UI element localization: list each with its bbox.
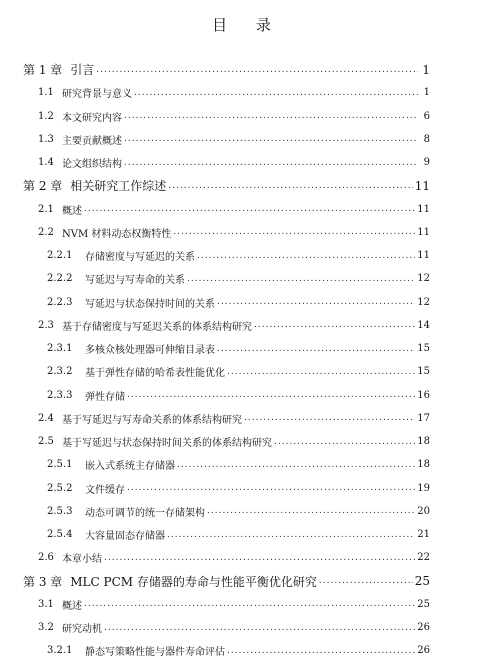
- toc-subsection-entry[interactable]: [23, 639, 430, 662]
- toc-page-number: 26: [417, 622, 430, 634]
- toc-dot-leader: [167, 523, 415, 546]
- toc-page-number: 11: [417, 203, 430, 215]
- toc-dot-leader: [124, 151, 418, 174]
- toc-chapter-entry[interactable]: [23, 58, 430, 81]
- toc-dot-leader: [227, 360, 415, 383]
- toc-entry-title: 相关研究工作综述: [70, 179, 167, 194]
- toc-entry-number: 2.3.2: [47, 366, 73, 378]
- toc-dot-leader: [177, 453, 415, 476]
- toc-entry-title: 本章小结: [62, 554, 102, 566]
- toc-chapter-entry[interactable]: [23, 174, 430, 197]
- toc-entry-number: 2.3.1: [47, 343, 73, 355]
- toc-section-entry[interactable]: [23, 593, 430, 616]
- toc-entry-number: 1.3: [38, 133, 54, 145]
- toc-entry-number: 2.5.3: [47, 505, 73, 517]
- toc-entry-title: 基于写延迟与写寿命关系的体系结构研究: [62, 414, 242, 426]
- toc-entry-title: 研究背景与意义: [62, 89, 132, 101]
- toc-entry-title: MLC PCM 存储器的寿命与性能平衡优化研究: [70, 574, 317, 589]
- toc-entry-title: 文件缓存: [85, 484, 125, 496]
- toc-dot-leader: [127, 384, 415, 407]
- toc-section-entry[interactable]: [23, 314, 430, 337]
- toc-entry-title: 动态可调节的统一存储架构: [85, 507, 205, 519]
- toc-page-number: 18: [417, 459, 430, 471]
- toc-entry-title: NVM 材料动态权衡特性: [62, 228, 172, 240]
- toc-page-number: 12: [417, 296, 430, 308]
- toc-subsection-entry[interactable]: [23, 267, 430, 290]
- toc-page-number: 12: [417, 273, 430, 285]
- toc-subsection-entry[interactable]: [23, 500, 430, 523]
- toc-section-entry[interactable]: [23, 198, 430, 221]
- toc-dot-leader: [104, 616, 415, 639]
- toc-entry-number: 2.5.1: [47, 459, 73, 471]
- toc-page-number: 1: [423, 87, 430, 99]
- toc-entry-number: 第 2 章: [23, 179, 63, 194]
- toc-section-entry[interactable]: [23, 105, 430, 128]
- toc-entry-number: 2.2.2: [47, 273, 73, 285]
- toc-entry-number: 2.5.2: [47, 482, 73, 494]
- toc-page-number: 14: [417, 319, 430, 331]
- toc-page-number: 6: [423, 110, 430, 122]
- toc-subsection-entry[interactable]: [23, 337, 430, 360]
- toc-entry-number: 2.1: [38, 203, 54, 215]
- toc-dot-leader: [217, 337, 415, 360]
- toc-entry-title: 概述: [62, 600, 82, 612]
- toc-entry-title: 本文研究内容: [62, 112, 122, 124]
- toc-page-number: 15: [417, 366, 430, 378]
- toc-entry-number: 2.4: [38, 412, 54, 424]
- toc-page-number: 20: [417, 505, 430, 517]
- toc-page-number: 11: [417, 250, 430, 262]
- toc-page-number: 11: [417, 226, 430, 238]
- toc-dot-leader: [84, 198, 415, 221]
- toc-entry-number: 2.2.1: [47, 250, 73, 262]
- toc-dot-leader: [124, 128, 418, 151]
- toc-entry-title: 弹性存储: [85, 391, 125, 403]
- toc-dot-leader: [217, 291, 415, 314]
- toc-entry-number: 2.6: [38, 552, 54, 564]
- toc-dot-leader: [187, 267, 415, 290]
- toc-entry-title: 多核众核处理器可伸缩目录表: [85, 345, 215, 357]
- toc-subsection-entry[interactable]: [23, 360, 430, 383]
- toc-entry-title: 写延迟与写寿命的关系: [85, 275, 185, 287]
- toc-subsection-entry[interactable]: [23, 384, 430, 407]
- toc-entry-title: 基于存储密度与写延迟关系的体系结构研究: [62, 321, 252, 333]
- toc-section-entry[interactable]: [23, 430, 430, 453]
- toc-page-number: 11: [414, 178, 430, 193]
- toc-dot-leader: [127, 477, 415, 500]
- toc-subsection-entry[interactable]: [23, 244, 430, 267]
- page-title: 目 录: [212, 16, 283, 34]
- toc-dot-leader: [84, 593, 415, 616]
- toc-subsection-entry[interactable]: [23, 453, 430, 476]
- toc-entry-title: 写延迟与状态保持时间的关系: [85, 298, 215, 310]
- toc-entry-number: 1.2: [38, 110, 54, 122]
- toc-page-number: 25: [417, 598, 430, 610]
- toc-entry-title: 静态写策略性能与器件寿命评估: [85, 647, 225, 659]
- toc-page-number: 15: [417, 343, 430, 355]
- toc-subsection-entry[interactable]: [23, 477, 430, 500]
- toc-entry-title: 论文组织结构: [62, 159, 122, 171]
- toc-page-number: 19: [417, 482, 430, 494]
- toc-section-entry[interactable]: [23, 407, 430, 430]
- toc-entry-title: 主要贡献概述: [62, 135, 122, 147]
- toc-entry-title: 概述: [62, 205, 82, 217]
- toc-entry-title: 基于写延迟与状态保持时间关系的体系结构研究: [62, 438, 272, 450]
- toc-page-number: 25: [414, 574, 430, 589]
- toc-page-number: 26: [417, 645, 430, 657]
- toc-dot-leader: [254, 314, 415, 337]
- toc-entry-number: 第 3 章: [23, 574, 63, 589]
- toc-page-number: 9: [423, 157, 430, 169]
- toc-entry-number: 3.2: [38, 622, 54, 634]
- toc-dot-leader: [197, 244, 415, 267]
- toc-page-number: 21: [417, 529, 430, 541]
- toc-entry-title: 存储密度与写延迟的关系: [85, 252, 195, 264]
- toc-entry-number: 3.2.1: [47, 645, 73, 657]
- toc-dot-leader: [274, 430, 415, 453]
- toc-entry-title: 嵌入式系统主存储器: [85, 461, 175, 473]
- toc-entry-number: 3.1: [38, 598, 54, 610]
- toc-entry-title: 引言: [70, 63, 95, 78]
- toc-list: [23, 58, 430, 663]
- toc-dot-leader: [207, 500, 415, 523]
- toc-entry-number: 2.2: [38, 226, 54, 238]
- toc-dot-leader: [319, 570, 413, 593]
- toc-page-number: 18: [417, 436, 430, 448]
- toc-entry-number: 2.3.3: [47, 389, 73, 401]
- toc-page-number: 17: [417, 412, 430, 424]
- toc-page-number: 16: [417, 389, 430, 401]
- toc-entry-number: 2.2.3: [47, 296, 73, 308]
- toc-page-number: 22: [417, 552, 430, 564]
- toc-dot-leader: [244, 407, 415, 430]
- toc-section-entry[interactable]: [23, 616, 430, 639]
- toc-section-entry[interactable]: [23, 81, 430, 104]
- toc-entry-number: 1.4: [38, 157, 54, 169]
- toc-entry-number: 2.5: [38, 436, 54, 448]
- toc-subsection-entry[interactable]: [23, 523, 430, 546]
- toc-dot-leader: [134, 81, 418, 104]
- toc-section-entry[interactable]: [23, 128, 430, 151]
- toc-subsection-entry[interactable]: [23, 291, 430, 314]
- toc-page-number: 8: [423, 133, 430, 145]
- toc-dot-leader: [96, 58, 418, 81]
- toc-page-number: 1: [422, 62, 430, 77]
- toc-section-entry[interactable]: [23, 221, 430, 244]
- toc-section-entry[interactable]: [23, 546, 430, 569]
- toc-dot-leader: [173, 221, 415, 244]
- toc-entry-title: 研究动机: [62, 624, 102, 636]
- toc-entry-title: 基于弹性存储的哈希表性能优化: [85, 368, 225, 380]
- toc-entry-number: 2.5.4: [47, 529, 73, 541]
- toc-entry-number: 2.3: [38, 319, 54, 331]
- toc-dot-leader: [227, 639, 415, 662]
- toc-section-entry[interactable]: [23, 151, 430, 174]
- toc-chapter-entry[interactable]: [23, 570, 430, 593]
- toc-entry-number: 第 1 章: [23, 63, 63, 78]
- toc-entry-title: 大容量固态存储器: [85, 531, 165, 543]
- toc-dot-leader: [124, 105, 418, 128]
- toc-dot-leader: [104, 546, 415, 569]
- toc-entry-number: 1.1: [38, 87, 54, 99]
- toc-dot-leader: [168, 174, 412, 197]
